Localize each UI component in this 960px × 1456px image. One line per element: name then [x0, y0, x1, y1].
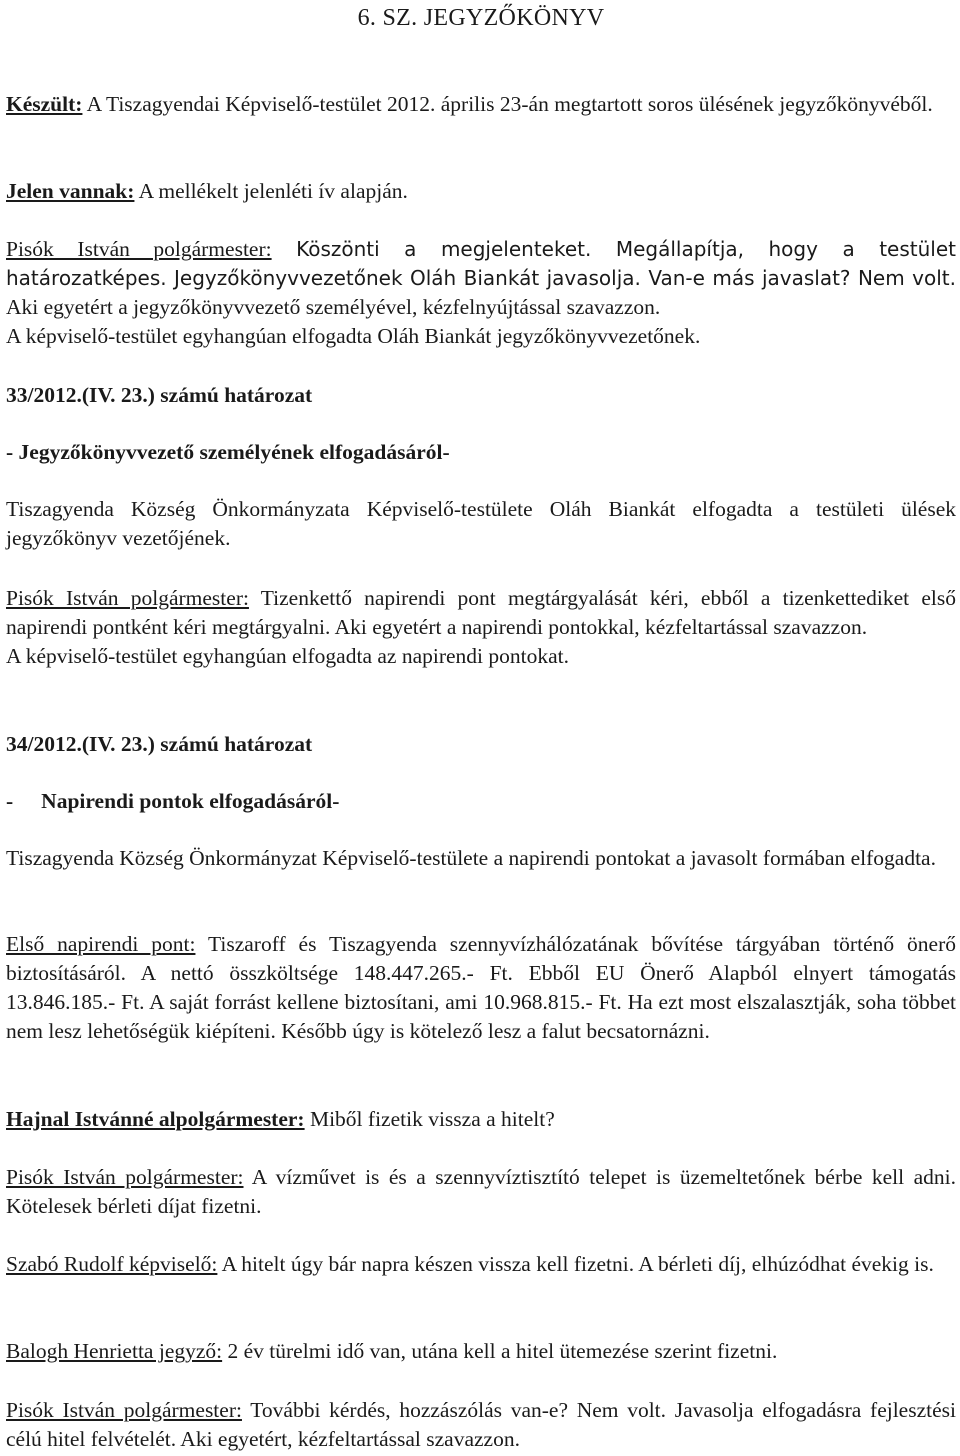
document-title: 6. SZ. JEGYZŐKÖNYV — [357, 5, 605, 31]
paragraph-szabo — [6, 1250, 956, 1279]
resolution-34 — [6, 730, 956, 873]
document-page — [6, 0, 956, 1451]
label-szabo: Szabó Rudolf képviselő: — [6, 1252, 218, 1276]
text-pisok-3: A vízművet is és a szennyvíztisztító telepet is üzemeltetőnek bérbe kell adni. Kötelesek bérleti díjat fizetni. — [6, 1165, 956, 1218]
paragraph-balogh — [6, 1337, 956, 1366]
text-jelen: A mellékelt jelenléti ív alapján. — [134, 179, 408, 203]
text-pisok-2a: Tizenkettő napirendi pont megtárgyalását kéri, ebből a tizenkettediket első napirendi pontként kéri megtárgyalni. Aki egyetért a napirendi pontokkal, kézfeltartással szavazzon. — [6, 586, 956, 639]
label-pisok-1: Pisók István polgármester: — [6, 237, 272, 261]
resolution-33-subject: - Jegyzőkönyvvezető személyének elfogadásáról- — [6, 440, 450, 464]
paragraph-pisok-3 — [6, 1163, 956, 1221]
label-pisok-2: Pisók István polgármester: — [6, 586, 249, 610]
resolution-34-dash: - — [6, 789, 14, 813]
resolution-33-number: 33/2012.(IV. 23.) számú határozat — [6, 383, 313, 407]
label-elso-napirend: Első napirendi pont: — [6, 932, 196, 956]
resolution-33 — [6, 381, 956, 553]
resolution-34-number: 34/2012.(IV. 23.) számú határozat — [6, 732, 313, 756]
label-balogh: Balogh Henrietta jegyző: — [6, 1339, 223, 1363]
label-pisok-3: Pisók István polgármester: — [6, 1165, 244, 1189]
text-keszult: A Tiszagyendai Képviselő-testület 2012. április 23-án megtartott soros ülésének jegyzőkönyvéből. — [82, 92, 933, 116]
label-pisok-4: Pisók István polgármester: — [6, 1398, 242, 1422]
text-elso-napirend: Tiszaroff és Tiszagyenda szennyvízhálózatának bővítése tárgyában történő önerő biztosításáról. A nettó összköltsége 148.447.265.- Ft. Ebből EU Önerő Alapból elnyert támogatás 13.846.185.- Ft. A saját forrást kellene biztosítani, ami 10.968.815.- Ft. Ha ezt most elszalasztják, soha többet nem lesz lehetőségük kiépíteni. Később úgy is kötelező lesz a falut becsatornázni. — [6, 932, 956, 1043]
text-pisok-1b: Aki egyetért a jegyzőkönyvvezető személyével, kézfelnyújtással szavazzon. — [6, 295, 661, 319]
resolution-34-subject: Napirendi pontok elfogadásáról- — [41, 789, 340, 813]
text-hajnal: Miből fizetik vissza a hitelt? — [304, 1107, 555, 1131]
paragraph-elso-napirend — [6, 930, 956, 1046]
paragraph-keszult — [6, 90, 956, 119]
label-hajnal: Hajnal Istvánné alpolgármester: — [6, 1107, 305, 1131]
resolution-34-body: Tiszagyenda Község Önkormányzat Képviselő-testülete a napirendi pontokat a javasolt formában elfogadta. — [6, 846, 936, 870]
label-jelen: Jelen vannak: — [6, 179, 135, 203]
text-pisok-4: További kérdés, hozzászólás van-e? Nem volt. Javasolja elfogadásra fejlesztési célú hitel felvételét. Aki egyetért, kézfeltartással szavazzon. — [6, 1398, 956, 1451]
paragraph-jelen — [6, 177, 956, 206]
paragraph-pisok-1 — [6, 235, 956, 351]
text-pisok-2b: A képviselő-testület egyhangúan elfogadta az napirendi pontokat. — [6, 644, 569, 668]
text-balogh: 2 év türelmi idő van, utána kell a hitel ütemezése szerint fizetni. — [222, 1339, 778, 1363]
paragraph-pisok-4 — [6, 1396, 956, 1454]
label-keszult: Készült: — [6, 92, 83, 116]
paragraph-hajnal — [6, 1105, 956, 1134]
resolution-33-body: Tiszagyenda Község Önkormányzata Képviselő-testülete Oláh Biankát elfogadta a testületi ülések jegyzőkönyv vezetőjének. — [6, 497, 956, 550]
paragraph-pisok-2 — [6, 584, 956, 671]
text-szabo: A hitelt úgy bár napra készen vissza kell fizetni. A bérleti díj, elhúzódhat évekig is. — [217, 1252, 934, 1276]
text-pisok-1c: A képviselő-testület egyhangúan elfogadta Oláh Biankát jegyzőkönyvvezetőnek. — [6, 324, 701, 348]
text-pisok-1a: Köszönti a megjelenteket. Megállapítja, hogy a testület határozatképes. Jegyzőkönyvvezetőnek Oláh Biankát javasolja. Van-e más javaslat? Nem volt. — [6, 237, 956, 290]
